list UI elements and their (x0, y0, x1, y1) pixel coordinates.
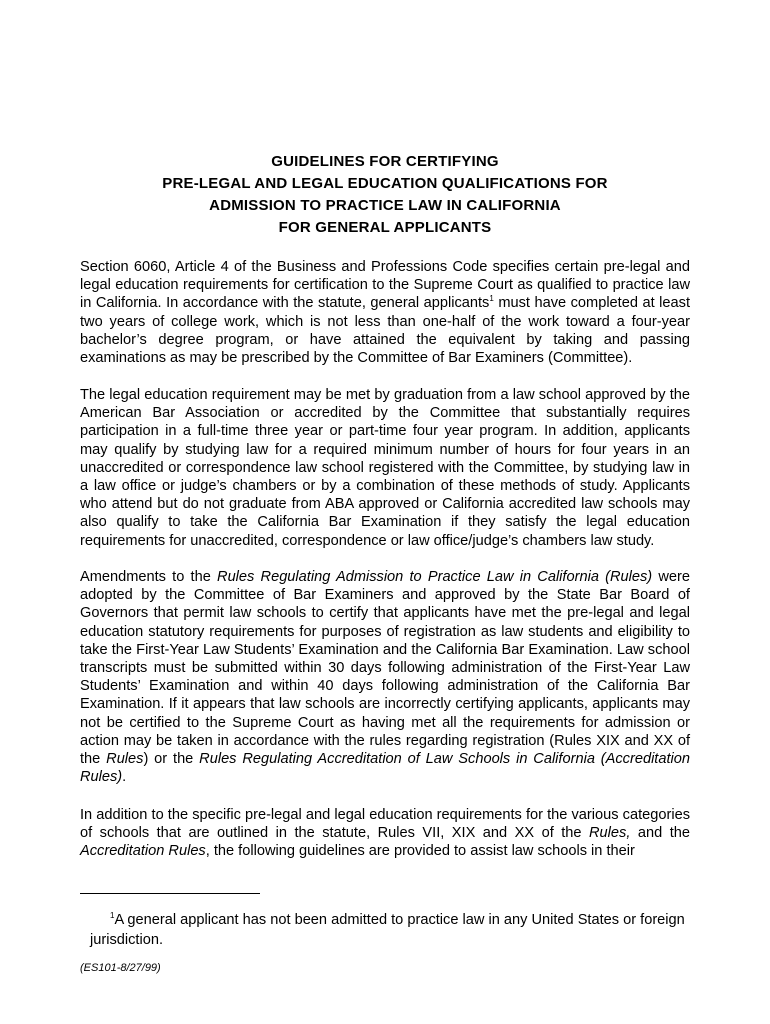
accreditation-rules-title-italic: Rules Regulating Accreditation of Law Schools in California (Accreditation Rules) (80, 751, 691, 786)
footnote-reference: 1 (489, 294, 494, 304)
paragraph-text: must have completed at least two years of college work, which is not less than one-half of the work toward a four-year bachelor’s degree program, or have attained the equivalent by taking and passing examinations as may be prescribed by the Committee of Bar Examiners (Committee). (80, 295, 690, 367)
title-line-1: GUIDELINES FOR CERTIFYING (271, 153, 499, 170)
paragraph-text: and the (630, 825, 690, 842)
title-line-4: FOR GENERAL APPLICANTS (278, 219, 492, 236)
paragraph-text: ) or the (143, 751, 200, 768)
paragraph-text: were adopted by the Committee of Bar Examiners and approved by the State Bar Board of Governors that permit law schools to certify that applicants have met the pre-legal and legal education statutory requirements for purposes of registration as law students and eligibility to take the First-Year Law Students’ Examination and the California Bar Examination. Law school transcripts must be submitted within 30 days following administration of the First-Year Law Students’ Examination and within 40 days following administration of the California Bar Examination. If it appears that law schools are incorrectly certifying applicants, applicants may not be certified to the Supreme Court as having met all the requirements for admission or action may be taken in accordance with the rules regarding registration (Rules XIX and XX of the (80, 569, 691, 768)
paragraph-text: . (122, 769, 127, 786)
paragraph-guidelines (80, 806, 690, 861)
footnote (90, 910, 690, 950)
document-title (0, 151, 770, 239)
accreditation-rules-italic: Accreditation Rules (80, 843, 206, 860)
footnote-text: A general applicant has not been admitted to practice law in any United States or foreign jurisdiction. (90, 912, 685, 948)
paragraph-amendments (80, 568, 690, 786)
paragraph-text: Amendments to the (80, 569, 218, 585)
paragraph-text: The legal education requirement may be met by graduation from a law school approved by the American Bar Association or accredited by the Committee that substantially requires participation in a full-time three year or part-time four year program. In addition, applicants may qualify by studying law for a required minimum number of hours for four years in an unaccredited or correspondence law school registered with the Committee, by studying law in a law office or judge’s chambers or by a combination of these methods of study. Applicants who attend but do not graduate from ABA approved or California accredited law schools may also qualify to take the California Bar Examination if they satisfy the legal education requirements for unaccredited, correspondence or law office/judge’s chambers law study. (80, 387, 690, 549)
title-line-2: PRE-LEGAL AND LEGAL EDUCATION QUALIFICATIONS FOR (162, 175, 608, 192)
title-line-3: ADMISSION TO PRACTICE LAW IN CALIFORNIA (209, 197, 561, 214)
form-code: (ES101-8/27/99) (80, 962, 161, 974)
footnote-number: 1 (110, 911, 115, 921)
footnote-divider (80, 893, 260, 894)
rules-italic: Rules (106, 751, 144, 768)
paragraph-text: , the following guidelines are provided to assist law schools in their (205, 843, 635, 860)
rules-italic: Rules, (589, 825, 631, 842)
paragraph-text: In addition to the specific pre-legal and legal education requirements for the various categories of schools that are outlined in the statute, Rules VII, XIX and XX of the (80, 807, 690, 842)
paragraph-legal-education (80, 386, 690, 550)
rules-title-italic: Rules Regulating Admission to Practice Law in California (Rules) (217, 569, 653, 585)
paragraph-text: Section 6060, Article 4 of the Business and Professions Code specifies certain pre-legal and legal education requirements for certification to the Supreme Court as qualified to practice law in California. In accordance with the statute, general applicants (80, 259, 690, 312)
paragraph-statute (80, 258, 690, 367)
